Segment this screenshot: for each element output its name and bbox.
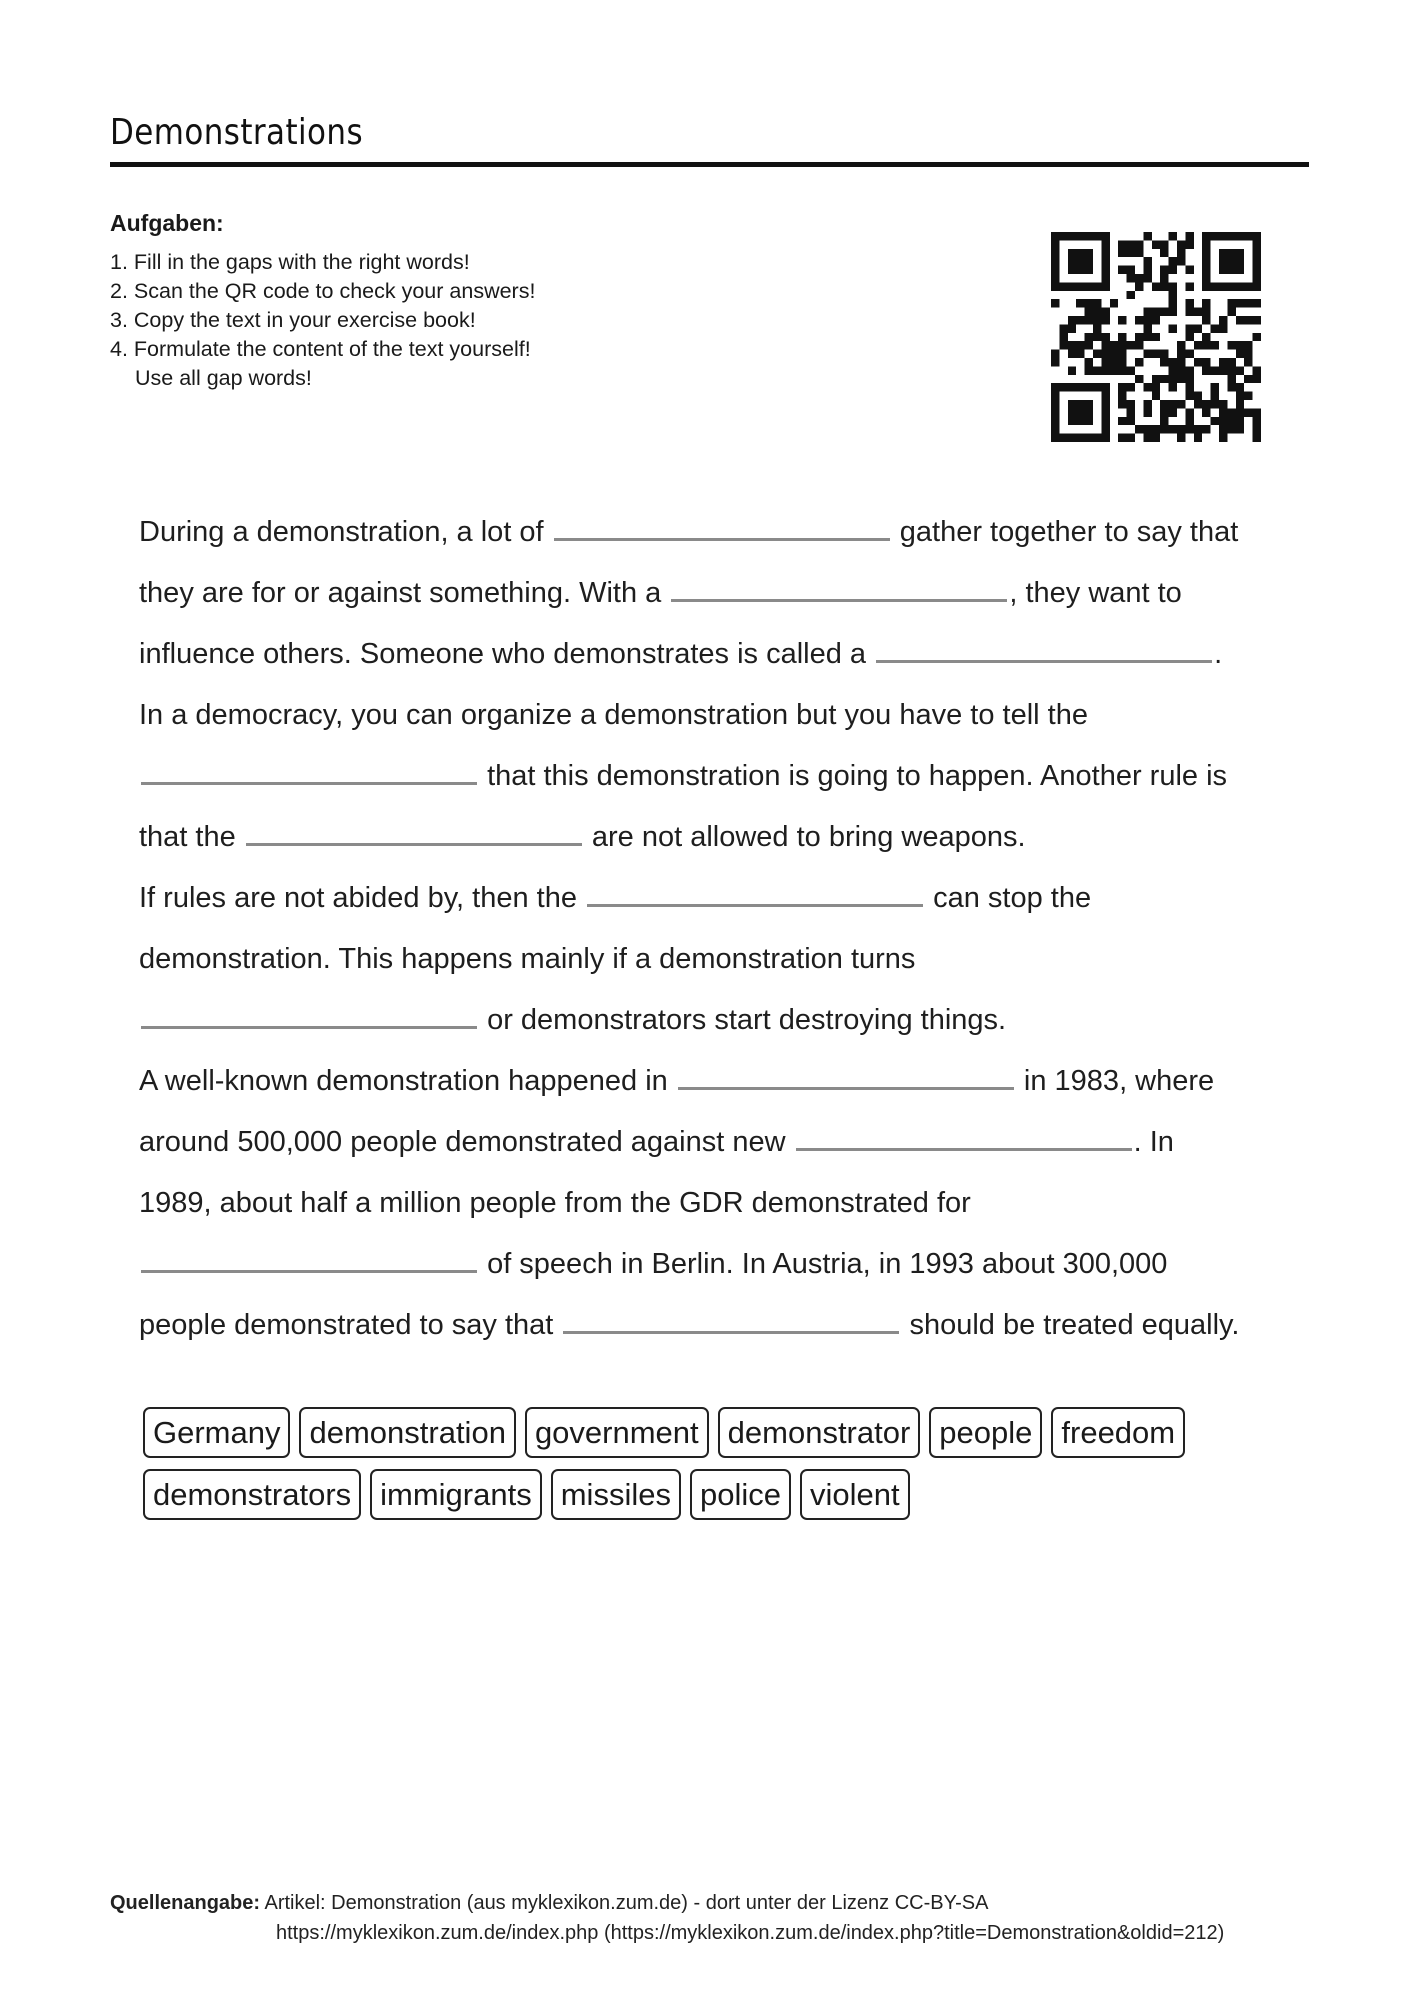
cloze-text [139, 502, 1299, 1356]
gap-blank[interactable] [671, 568, 1007, 602]
text-line-7: If rules are not abided by, then the can stop the [139, 868, 1299, 929]
source-text: Artikel: Demonstration (aus myklexikon.zum.de) - dort unter der Lizenz CC-BY-SA [264, 1892, 989, 1914]
text-line-13: of speech in Berlin. In Austria, in 1993 about 300,000 [139, 1234, 1299, 1295]
task-list [110, 248, 535, 393]
word-chip[interactable]: missiles [551, 1469, 681, 1520]
gap-blank[interactable] [678, 1056, 1014, 1090]
text-line-10: A well-known demonstration happened in in 1983, where [139, 1051, 1299, 1112]
word-chip[interactable]: freedom [1051, 1407, 1185, 1458]
text-line-2: they are for or against something. With a , they want to [139, 563, 1299, 624]
text-line-11: around 500,000 people demonstrated against new . In [139, 1112, 1299, 1173]
gap-blank[interactable] [141, 1239, 477, 1273]
gap-blank[interactable] [246, 812, 582, 846]
word-chip[interactable]: government [525, 1407, 709, 1458]
page-title: Demonstrations [110, 112, 364, 153]
text-line-1: During a demonstration, a lot of gather together to say that [139, 502, 1299, 563]
word-chip[interactable]: demonstrators [143, 1469, 361, 1520]
task-item: Use all gap words! [135, 366, 312, 390]
gap-blank[interactable] [876, 629, 1212, 663]
text-line-9: or demonstrators start destroying things. [139, 990, 1299, 1051]
text-line-6: that the are not allowed to bring weapons. [139, 807, 1299, 868]
text-line-3: influence others. Someone who demonstrates is called a . [139, 624, 1299, 685]
word-bank-row [143, 1469, 1293, 1520]
source-citation [110, 1888, 1224, 1948]
text-line-12: 1989, about half a million people from the GDR demonstrated for [139, 1187, 971, 1219]
title-divider [110, 162, 1309, 167]
gap-blank[interactable] [563, 1300, 899, 1334]
gap-blank[interactable] [141, 751, 477, 785]
word-chip[interactable]: violent [800, 1469, 910, 1520]
gap-blank[interactable] [796, 1117, 1132, 1151]
word-bank-row [143, 1407, 1293, 1458]
text-line-4: In a democracy, you can organize a demonstration but you have to tell the [139, 699, 1088, 731]
word-chip[interactable]: demonstrator [718, 1407, 921, 1458]
task-item: 3. Copy the text in your exercise book! [110, 308, 476, 332]
task-item: 4. Formulate the content of the text yourself! [110, 337, 531, 361]
text-line-5: that this demonstration is going to happen. Another rule is [139, 746, 1299, 807]
word-chip[interactable]: police [690, 1469, 791, 1520]
qr-code[interactable] [1051, 232, 1261, 442]
gap-blank[interactable] [554, 507, 890, 541]
text-line-8: demonstration. This happens mainly if a demonstration turns [139, 943, 916, 975]
gap-blank[interactable] [587, 873, 923, 907]
word-bank [143, 1407, 1293, 1531]
word-chip[interactable]: demonstration [299, 1407, 515, 1458]
tasks-heading: Aufgaben: [110, 210, 224, 236]
task-item: 1. Fill in the gaps with the right words! [110, 250, 470, 274]
word-chip[interactable]: Germany [143, 1407, 290, 1458]
gap-blank[interactable] [141, 995, 477, 1029]
text-line-14: people demonstrated to say that should be treated equally. [139, 1295, 1299, 1356]
word-chip[interactable]: immigrants [370, 1469, 542, 1520]
source-url[interactable]: https://myklexikon.zum.de/index.php (https://myklexikon.zum.de/index.php?title=Demonstration&oldid=212) [276, 1922, 1225, 1944]
word-chip[interactable]: people [929, 1407, 1042, 1458]
task-item: 2. Scan the QR code to check your answers! [110, 279, 536, 303]
source-label: Quellenangabe: [110, 1892, 261, 1914]
